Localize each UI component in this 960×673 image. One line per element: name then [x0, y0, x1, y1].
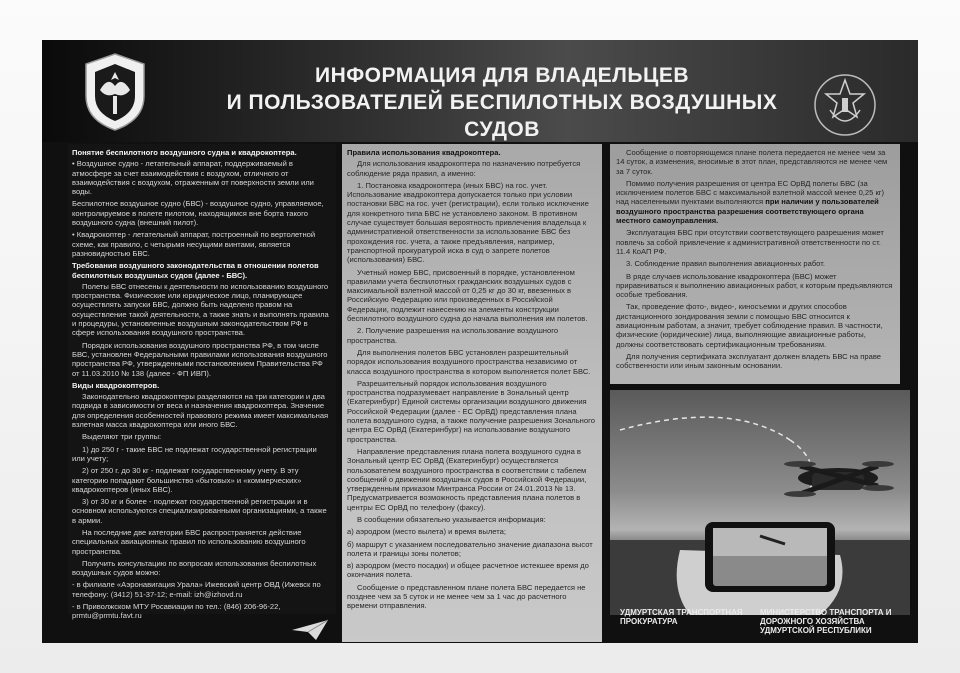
- paragraph: 1. Постановка квадрокоптера (иных БВС) на гос. учет. Использование квадрокоптера допускается только при условии постановки БВС на гос. учет (регистрации), если только исключение для конкретного типа БВС не установлено законом. В противном случае существует большая вероятность привлечения владельца к административной ответственности за использование БВС без прохождения гос. учета, а также предъявления, например, транспортной прокуратурой иска в суд о запрете полетов (использования) БВС.: [347, 180, 589, 265]
- paragraph: 3. Соблюдение правил выполнения авиационных работ.: [626, 259, 825, 269]
- phone-in-hand: [677, 522, 843, 615]
- poster: [42, 40, 918, 643]
- drone: [784, 461, 894, 497]
- paragraph: Сообщение о повторяющемся плане полета передается не менее чем за 14 суток, а изменения, вносимые в этот план, представляются не менее чем за 7 суток.: [616, 148, 888, 176]
- paragraph: Эксплуатация БВС при отсутствии соответствующего разрешения может повлечь за собой привлечение к административной ответственности по ст. 11.4 КоАП РФ.: [616, 228, 884, 256]
- paragraph: Для использования квадрокоптера по назначению потребуется соблюдение ряда правил, а именно:: [347, 159, 581, 178]
- paragraph: Получить консультацию по вопросам использования беспилотных воздушных судов можно:: [72, 558, 317, 578]
- paragraph: Учетный номер БВС, присвоенный в порядке, установленном правилами учета беспилотных гражданских воздушных судов с максимальной взлетной массой от 0,25 кг до 30 кг, ввезенных в Российскую Федерацию или произведенных в Российской Федерации, подлежит нанесению на элементы конструкции беспилотного воздушного судна до начала выполнения им полетов.: [347, 267, 588, 324]
- paragraph: Порядок использования воздушного пространства РФ, в том числе БВС, установлен Федеральными правилами использования воздушного пространства РФ, утвержденными постановлением Правительства РФ от 11.03.2010 № 138 (далее - ФП ИВП).: [72, 340, 328, 378]
- drone-illustration-icon: [610, 390, 910, 615]
- paragraph: 3) от 30 кг и более - подлежат государственной регистрации и в основном используются специализированными организациями, а также в армии.: [72, 497, 327, 525]
- paragraph: Для получения сертификата эксплуатант должен владеть БВС на праве собственности или иным законным основании.: [616, 351, 882, 371]
- heading-rules: Правила использования квадрокоптера.: [347, 148, 501, 157]
- right-column: [616, 148, 894, 374]
- middle-column: [347, 148, 595, 614]
- paragraph-text: Помимо получения разрешения от центра ЕС ОрВД полеты БВС (за исключением полетов БВС с максимальной взлетной массой менее 0,25 кг) над населенными пунктами выполняются: [616, 178, 885, 207]
- left-column: [72, 148, 330, 624]
- paragraph: 2) от 250 г. до 30 кг - подлежат государственному учету. В эту категорию попадают большинство «бытовых» и «коммерческих» квадрокоптеров (иных БВС).: [72, 466, 302, 494]
- paragraph: Сообщение о представленном плане полета БВС передается не позднее чем за 5 суток и не менее чем за 1 час до расчетного времени отправления.: [347, 582, 586, 611]
- heading-types: Виды квадрокоптеров.: [72, 380, 160, 390]
- prosecutor-emblem-icon: [812, 70, 878, 140]
- paragraph: Разрешительный порядок использования воздушного пространства подразумевает направление в Зональный центр (Екатеринбург) Единой системы организации воздушного движения Российской Федерации (далее - ЕС ОрВД) представления плана полета воздушного судна, а также получение разрешения Зонального центра ЕС ОрВД (Екатеринбург) на использование воздушного пространства.: [347, 378, 595, 444]
- paragraph: • Квадрокоптер - летательный аппарат, построенный по вертолетной схеме, как правило, с четырьмя несущими винтами, является разновидностью БВС.: [72, 230, 316, 258]
- paragraph: Выделяют три группы:: [82, 432, 162, 442]
- paragraph: В сообщении обязательно указывается информация:: [357, 514, 546, 524]
- paragraph: • Воздушное судно - летательный аппарат, поддерживаемый в атмосфере за счет взаимодействия с воздухом, отличного от взаимодействия с воздухом, отраженным от поверхности земли или воды.: [72, 159, 314, 197]
- udmurt-emblem-icon: [80, 50, 150, 134]
- paragraph-emphasis: при наличии у пользователей воздушного пространства разрешения соответствующего органа местного самоуправления.: [616, 197, 879, 226]
- paragraph: Для выполнения полетов БВС установлен разрешительный порядок использования воздушного пространства независимо от класса воздушного пространства в котором выполняется полет БВС.: [347, 347, 591, 376]
- footer-ministry: МИНИСТЕРСТВО ТРАНСПОРТА И ДОРОЖНОГО ХОЗЯЙСТВА УДМУРТСКОЙ РЕСПУБЛИКИ: [760, 608, 892, 635]
- paragraph: 2. Получение разрешения на использование воздушного пространства.: [347, 326, 559, 345]
- paragraph: На последние две категории БВС распространяется действие специальных авиационных правил по использованию воздушного пространства.: [72, 527, 306, 556]
- drone-photo: [610, 390, 910, 615]
- paper-plane-icon: [290, 618, 330, 642]
- contact-info: - в филиале «Аэронавигация Урала» Ижевский центр ОВД (Ижевск по телефону: (3412) 51-37-12; e-mail: izh@izhovd.ru: [72, 580, 321, 599]
- paragraph: Законодательно квадрокоптеры разделяются на три категории и два подвида в зависимости от веса и назначения квадрокоптера. Значение для определения особенностей правового режима имеет максимальная взлетная масса квадрокоптера или иного БВС.: [72, 392, 329, 430]
- heading-requirements: Требования воздушного законодательства в отношении полетов беспилотных воздушных судов (далее - БВС).: [72, 261, 319, 280]
- paragraph: [616, 179, 894, 225]
- paragraph: В ряде случаев использование квадрокоптера (БВС) может приравниваться к выполнению авиационных работ, к которым предъявляются особые требования.: [616, 271, 893, 300]
- poster-title: [192, 62, 812, 143]
- title-line-2: И ПОЛЬЗОВАТЕЛЕЙ БЕСПИЛОТНЫХ ВОЗДУШНЫХ СУДОВ: [226, 91, 778, 141]
- paragraph: Направление представления плана полета воздушного судна в Зональный центр ЕС ОрВД (Екатеринбург) осуществляется пользователем воздушного пространства в соответствии с табелем сообщений о движении воздушных судов в Российской Федерации, утвержденным приказом Минтранса России от 24.01.2013 № 13. Предусматривается возможность представления плана полетов в центры ЕС ОрВД по телефону (факсу).: [347, 446, 587, 512]
- footer-prosecutor: УДМУРТСКАЯ ТРАНСПОРТНАЯ ПРОКУРАТУРА: [620, 608, 743, 626]
- paragraph: б) маршрут с указанием последовательно значение диапазона высот полета и границы зоны полетов;: [347, 539, 593, 558]
- paragraph: Беспилотное воздушное судно (БВС) - воздушное судно, управляемое, контролируемое в полете пилотом, находящимся вне борта такого воздушного судна (внешний пилот).: [72, 199, 324, 228]
- contact-info: - в Приволжском МТУ Росавиации по тел.: (846) 206-96-22, prmtu@prmtu.favt.ru: [72, 602, 281, 621]
- paragraph: Так, проведение фото-, видео-, киносъемки и других способов дистанционного зондирования земли с помощью БВС относится к авиационным работам, а значит, требует соблюдение правил. В частности, физические (юридические) лица, выполняющие авиационные работы, должны соответствовать сертификационным требованиям.: [616, 302, 883, 349]
- poster-header: [42, 40, 918, 142]
- paragraph: в) аэродром (место посадки) и общее расчетное истекшее время до окончания полета.: [347, 561, 589, 580]
- paragraph: а) аэродром (место вылета) и время вылета;: [347, 527, 506, 537]
- paragraph: Полеты БВС отнесены к деятельности по использованию воздушного пространства. Физические или юридическое лицо, планирующее осуществлять запуски БВС, должно быть наделено правом на осуществление такой деятельности, а также знать и выполнять правила и процедуры, установленные воздушным законодательством РФ в сфере использования воздушного пространства.: [72, 281, 329, 338]
- heading-concept: Понятие беспилотного воздушного судна и квадрокоптера.: [72, 148, 297, 157]
- paragraph: 1) до 250 г - такие БВС не подлежат государственной регистрации или учету;: [72, 444, 317, 463]
- title-line-1: ИНФОРМАЦИЯ ДЛЯ ВЛАДЕЛЬЦЕВ: [314, 64, 690, 87]
